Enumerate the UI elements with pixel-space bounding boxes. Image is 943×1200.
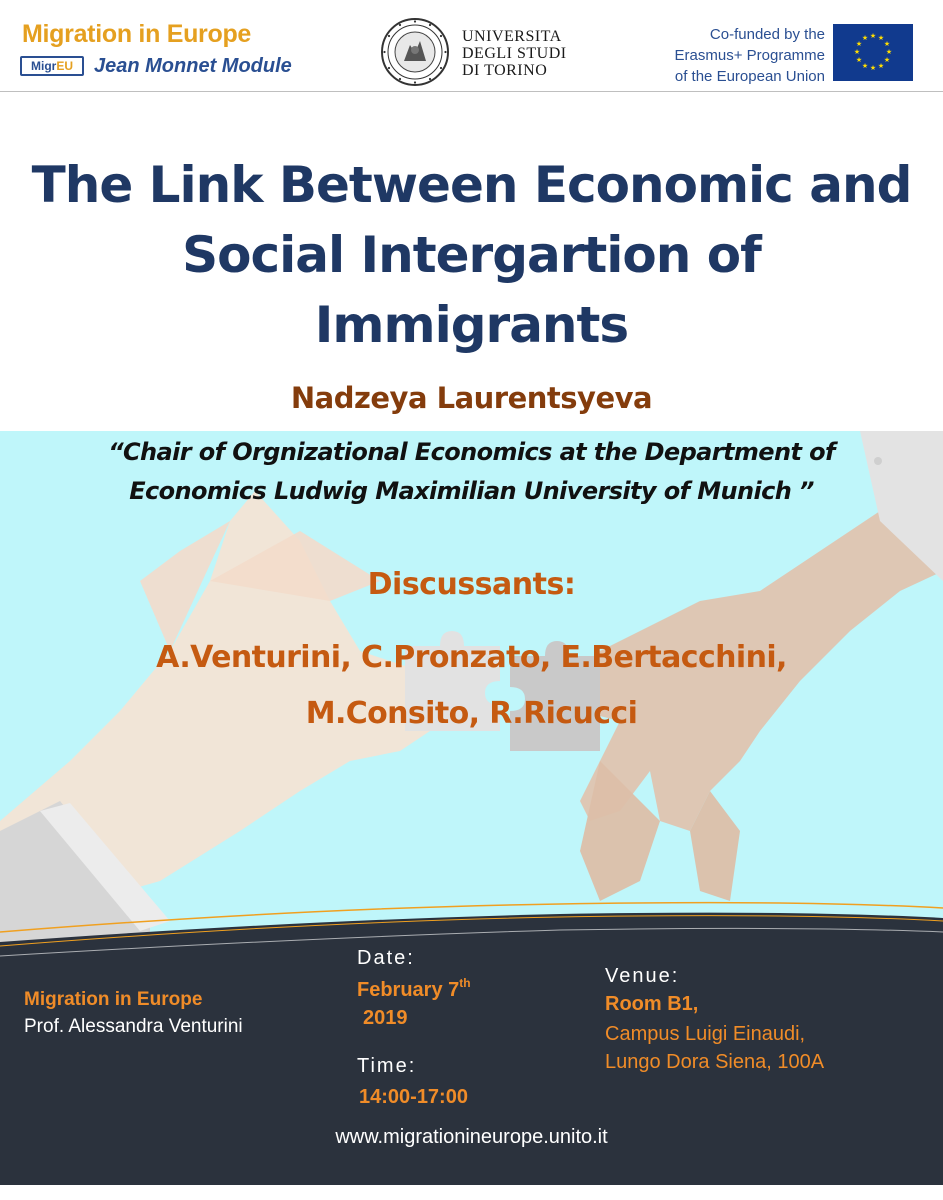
- university-line-1: UNIVERSITA: [462, 28, 562, 45]
- eu-flag-icon: [833, 24, 913, 81]
- venue-address-line-2: Lungo Dora Siena, 100A: [605, 1051, 825, 1073]
- svg-text:★: ★: [869, 32, 877, 40]
- brand-title: Migration in Europe: [22, 20, 252, 48]
- organizer-name: Migration in Europe: [24, 989, 203, 1010]
- discussants-list: [0, 630, 943, 742]
- cofunded-text: [675, 24, 825, 87]
- migreu-badge: [20, 56, 84, 76]
- badge-eu-text: EU: [56, 59, 73, 73]
- discussants-heading: Discussants:: [367, 567, 576, 602]
- time-label: Time:: [357, 1055, 417, 1077]
- date-year: 2019: [363, 1007, 408, 1029]
- university-name: [462, 28, 567, 79]
- venue-label: Venue:: [605, 965, 680, 987]
- discussants-line-2: M.Consito, R.Ricucci: [305, 696, 638, 731]
- website-link[interactable]: www.migrationineurope.unito.it: [335, 1126, 608, 1148]
- svg-text:★: ★: [869, 64, 877, 72]
- venue-address: [605, 1020, 824, 1076]
- cofund-line-2: Erasmus+ Programme: [674, 47, 825, 64]
- organizer-person: Prof. Alessandra Venturini: [24, 1016, 243, 1037]
- date-ordinal-suffix: th: [459, 976, 471, 990]
- svg-text:★: ★: [855, 40, 863, 48]
- svg-text:★: ★: [883, 40, 891, 48]
- date-value: [357, 976, 471, 1032]
- venue-room: Room B1,: [605, 993, 699, 1015]
- venue-address-line-1: Campus Luigi Einaudi,: [605, 1023, 806, 1045]
- svg-text:★: ★: [883, 56, 891, 64]
- svg-text:★: ★: [885, 48, 893, 56]
- speaker-affiliation: “Chair of Orgnizational Economics at the Department of Economics Ludwig Maximilian University of Munich ”: [108, 438, 835, 505]
- svg-text:★: ★: [855, 56, 863, 64]
- bottom-strip: [0, 1185, 943, 1200]
- badge-migr-text: Migr: [30, 59, 57, 73]
- brand-subtitle: Jean Monnet Module: [94, 55, 292, 77]
- time-value: 14:00-17:00: [359, 1086, 468, 1108]
- svg-text:★: ★: [853, 48, 861, 56]
- event-title: The Link Between Economic and Social Intergartion of Immigrants: [31, 156, 912, 354]
- cofund-line-3: of the European Union: [674, 68, 825, 85]
- discussants-line-1: A.Venturini, C.Pronzato, E.Bertacchini,: [156, 640, 787, 675]
- date-label: Date:: [357, 947, 415, 969]
- svg-text:★: ★: [861, 34, 869, 42]
- university-seal-icon: [380, 17, 450, 87]
- svg-text:★: ★: [861, 62, 869, 70]
- date-month-day: February 7: [357, 979, 460, 1001]
- svg-text:★: ★: [877, 34, 885, 42]
- header-bar: [0, 0, 943, 92]
- university-line-3: DI TORINO: [462, 62, 548, 79]
- svg-text:★: ★: [877, 62, 885, 70]
- university-line-2: DEGLI STUDI: [462, 45, 567, 62]
- cofund-line-1: Co-funded by the: [709, 26, 825, 43]
- speaker-name: Nadzeya Laurentsyeva: [290, 381, 653, 415]
